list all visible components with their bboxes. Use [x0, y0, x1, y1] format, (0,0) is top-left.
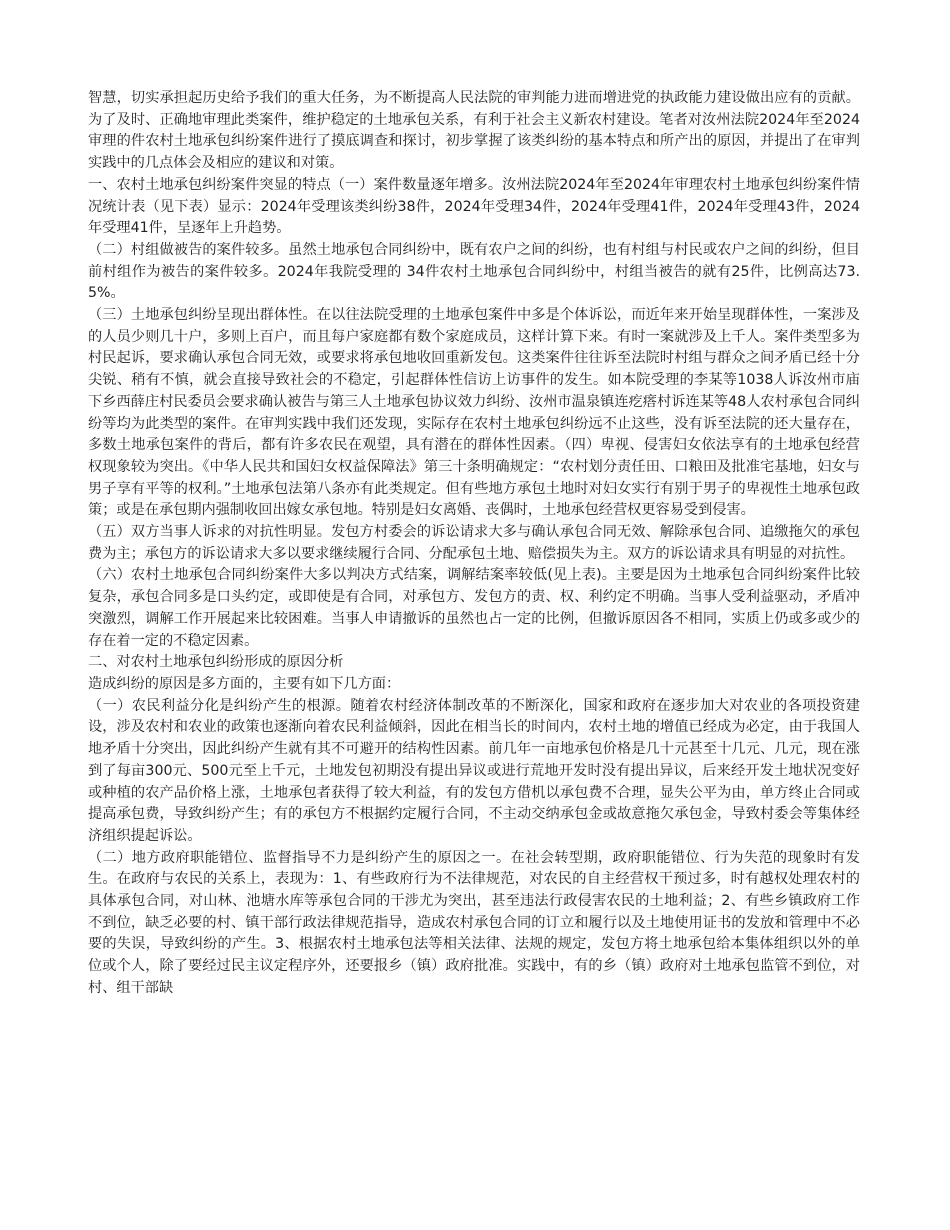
paragraph-cause-one: （一）农民利益分化是纠纷产生的根源。随着农村经济体制改革的不断深化，国家和政府在逐步加大对农业的各项投资建设，涉及农村和农业的政策也逐渐向着农民利益倾斜，因此在相当长的时间内，农村土地的增值已经成为必定，由于我国人地矛盾十分突出，因此纠纷产生就有其不可避开的结构性因素。前几年一亩地承包价格是几十元甚至十几元、几元，现在涨到了每亩300元、500元至上千元，土地发包初期没有提出异议或进行荒地开发时没有提出异议，后来经开发土地状况变好或种植的农产品价格上涨，土地承包者获得了较大利益，有的发包方借机以承包费不合理，显失公平为由，单方终止合同或提高承包费，导致纠纷产生；有的承包方不根据约定履行合同，不主动交纳承包金或故意拖欠承包金，导致村委会等集体经济组织提起诉讼。: [88, 697, 860, 844]
paragraph-point-six: （六）农村土地承包合同纠纷案件大多以判决方式结案，调解结案率较低(见上表)。主要是因为土地承包合同纠纷案件比较复杂，承包合同多是口头约定，或即使是有合同，对承包方、发包方的责、权、利约定不明确。当事人受利益驱动，矛盾冲突激烈，调解工作开展起来比较困难。当事人申请撤诉的虽然也占一定的比例，但撤诉原因各不相同，实质上仍或多或少的存在着一定的不稳定因素。: [88, 567, 860, 649]
paragraph-point-two: （二）村组做被告的案件较多。虽然土地承包合同纠纷中，既有农户之间的纠纷，也有村组与村民或农户之间的纠纷，但目前村组作为被告的案件较多。2024年我院受理的 34件农村土地承包合同纠纷中，村组当被告的就有25件，比例高达73.5%。: [88, 241, 860, 302]
paragraph-section-one: 一、农村土地承包纠纷案件突显的特点（一）案件数量逐年增多。汝州法院2024年至2024年审理农村土地承包纠纷案件情况统计表（见下表）显示：2024年受理该类纠纷38件，2024年受理34件，2024年受理41件，2024年受理43件，2024年受理41件，呈逐年上升趋势。: [88, 176, 860, 237]
paragraph-causes-intro: 造成纠纷的原因是多方面的，主要有如下几方面：: [88, 675, 401, 692]
paragraph-point-five: （五）双方当事人诉求的对抗性明显。发包方村委会的诉讼请求大多与确认承包合同无效、解除承包合同、追缴拖欠的承包费为主；承包方的诉讼请求大多以要求继续履行合同、分配承包土地、赔偿损失为主。双方的诉讼请求具有明显的对抗性。: [88, 524, 860, 562]
paragraph-intro: 智慧，切实承担起历史给予我们的重大任务，为不断提高人民法院的审判能力进而增进党的执政能力建设做出应有的贡献。为了及时、正确地审理此类案件，维护稳定的土地承包关系，有利于社会主义新农村建设。笔者对汝州法院2024年至2024审理的件农村土地承包纠纷案件进行了摸底调查和探讨，初步掌握了该类纠纷的基本特点和所产出的原因，并提出了在审判实践中的几点体会及相应的建议和对策。: [88, 90, 860, 172]
document-body: [88, 88, 860, 1000]
paragraph-point-three-four: （三）土地承包纠纷呈现出群体性。在以往法院受理的土地承包案件中多是个体诉讼，而近年来开始呈现群体性，一案涉及的人员少则几十户，多则上百户，而且每户家庭都有数个家庭成员，这样计算下来。有时一案就涉及上千人。案件类型多为村民起诉，要求确认承包合同无效，或要求将承包地收回重新发包。这类案件往往诉至法院时村组与群众之间矛盾已经十分尖锐、稍有不慎，就会直接导致社会的不稳定，引起群体性信访上访事件的发生。如本院受理的李某等1038人诉汝州市庙下乡西薛庄村民委员会要求确认被告与第三人土地承包协议效力纠纷、汝州市温泉镇连疙瘩村诉连某等48人农村承包合同纠纷等均为此类型的案件。在审判实践中我们还发现，实际存在农村土地承包纠纷远不止这些，没有诉至法院的还大量存在，多数土地承包案件的背后，都有许多农民在观望，具有潜在的群体性因素。（四）卑视、侵害妇女依法享有的土地承包经营权现象较为突出。《中华人民共和国妇女权益保障法》第三十条明确规定：“农村划分责任田、口粮田及批准宅基地，妇女与男子享有平等的权利。”土地承包法第八条亦有此类规定。但有些地方承包土地时对妇女实行有别于男子的卑视性土地承包政策；或是在承包期内强制收回出嫁女承包地。特别是妇女离婚、丧偶时，土地承包经营权更容易受到侵害。: [88, 307, 860, 519]
paragraph-cause-two: （二）地方政府职能错位、监督指导不力是纠纷产生的原因之一。在社会转型期，政府职能错位、行为失范的现象时有发生。在政府与农民的关系上，表现为：1、有些政府行为不法律规范，对农民的自主经营权干预过多，时有越权处理农村的具体承包合同，对山林、池塘水库等承包合同的干涉尤为突出，甚至违法行政侵害农民的土地利益；2、有些乡镇政府工作不到位，缺乏必要的村、镇干部行政法律规范指导，造成农村承包合同的订立和履行以及土地使用证书的发放和管理中不必要的失误，导致纠纷的产生。3、根据农村土地承包法等相关法律、法规的规定，发包方将土地承包给本集体组织以外的单位或个人，除了要经过民主议定程序外，还要报乡（镇）政府批准。实践中，有的乡（镇）政府对土地承包监管不到位，对村、组干部缺: [88, 849, 860, 996]
section-heading-two: 二、对农村土地承包纠纷形成的原因分析: [88, 654, 344, 671]
